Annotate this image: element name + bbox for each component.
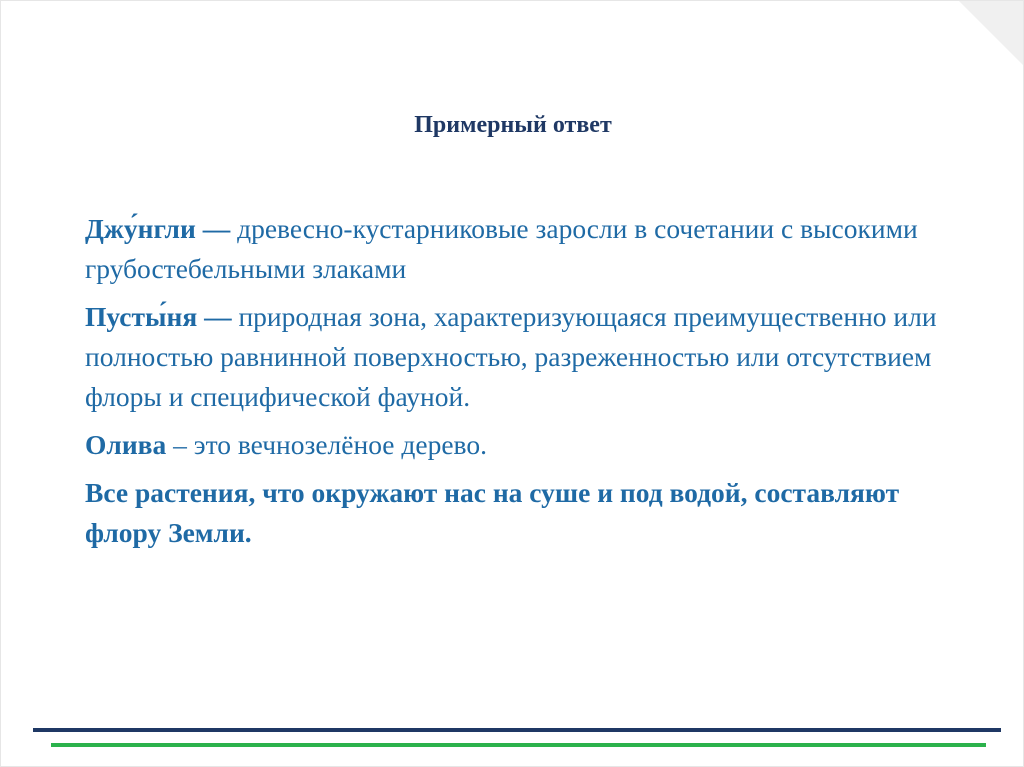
definition-olive [85, 425, 975, 465]
slide-content [85, 209, 975, 561]
definition-text-jungle: древесно-кустарниковые заросли в сочетании с высокими грубостебельными злаками [85, 213, 918, 284]
term-jungle: Джу́нгли [85, 213, 196, 244]
term-olive: Олива [85, 429, 167, 460]
term-desert: Пусты́ня [85, 301, 198, 332]
definition-text-olive: это вечнозелёное дерево. [193, 429, 487, 460]
separator-olive: – [166, 429, 194, 460]
separator-jungle: — [195, 213, 238, 244]
definition-jungle [85, 209, 975, 289]
footer-line-green [51, 743, 986, 747]
definition-desert [85, 297, 975, 417]
slide-title: Примерный ответ [414, 112, 612, 138]
footer-line-blue [33, 728, 1001, 732]
separator-desert: — [197, 301, 239, 332]
definition-text-desert: природная зона, характеризующаяся преимущественно или полностью равнинной поверхностью, разреженностью или отсутствием флоры и специфической фауной. [85, 301, 937, 412]
page-corner-decoration [959, 1, 1023, 65]
conclusion-text: Все растения, что окружают нас на суше и под водой, составляют флору Земли. [85, 477, 900, 548]
